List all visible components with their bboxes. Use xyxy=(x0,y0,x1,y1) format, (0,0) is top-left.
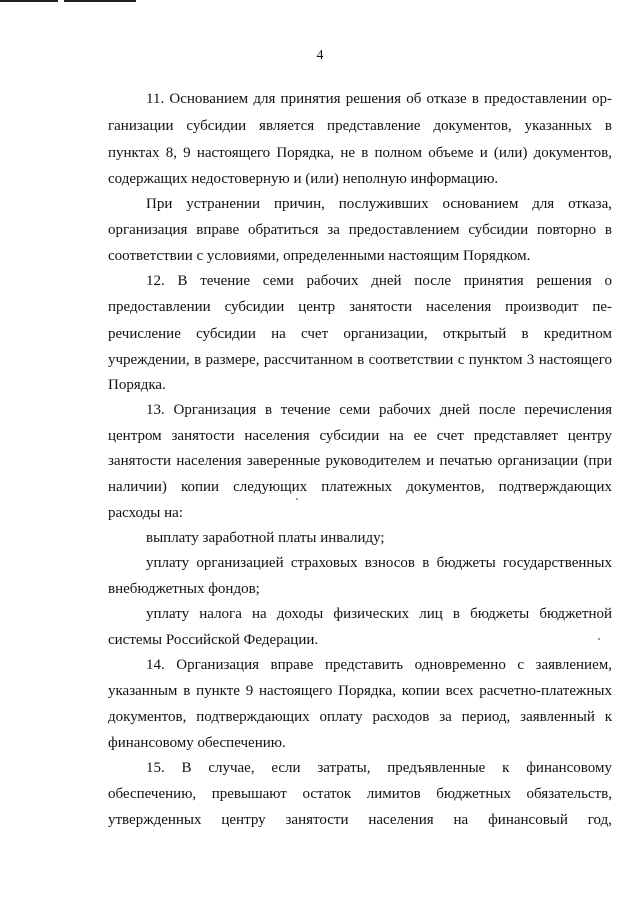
text-line: утвержденных центру занятости населения на финансовый год, xyxy=(108,812,612,828)
page-number: 4 xyxy=(316,48,324,63)
text-line: системы Российской Федерации. xyxy=(108,632,319,648)
text-line: 12. В течение семи рабочих дней после принятия решения о xyxy=(146,273,612,289)
text-line: 11. Основанием для принятия решения об отказе в предоставлении ор- xyxy=(146,91,612,107)
text-line: уплату налога на доходы физических лиц в бюджеты бюджетной xyxy=(146,606,612,622)
text-line: учреждении, в размере, рассчитанном в соответствии с пунктом 3 настоящего xyxy=(108,352,612,368)
text-line: обеспечению, превышают остаток лимитов бюджетных обязательств, xyxy=(108,786,612,802)
text-line: выплату заработной платы инвалиду; xyxy=(146,530,385,546)
text-line: При устранении причин, послуживших основанием для отказа, xyxy=(146,196,612,212)
scan-speck xyxy=(598,638,600,640)
text-line: организация вправе обратиться за предоставлением субсидии повторно в xyxy=(108,222,612,238)
text-line: соответствии с условиями, определенными настоящим Порядком. xyxy=(108,248,531,264)
text-line: уплату организацией страховых взносов в бюджеты государственных xyxy=(146,555,612,571)
text-line: указанным в пункте 9 настоящего Порядка, копии всех расчетно-платежных xyxy=(108,683,612,699)
text-line: наличии) копии следующих платежных документов, подтверждающих xyxy=(108,479,612,495)
text-line: 14. Организация вправе представить одновременно с заявлением, xyxy=(146,657,612,673)
text-line: ганизации субсидии является представление документов, указанных в xyxy=(108,118,612,134)
text-line: Порядка. xyxy=(108,377,166,393)
text-line: расходы на: xyxy=(108,505,183,521)
text-line: предоставлении субсидии центр занятости населения производит пе- xyxy=(108,299,612,315)
text-line: речисление субсидии на счет организации, открытый в кредитном xyxy=(108,326,612,342)
scan-speck xyxy=(296,498,298,500)
text-line: занятости населения заверенные руководителем и печатью организации (при xyxy=(108,453,612,469)
scan-edge-mark xyxy=(0,0,58,2)
text-line: документов, подтверждающих оплату расходов за период, заявленный к xyxy=(108,709,612,725)
text-line: пунктах 8, 9 настоящего Порядка, не в полном объеме и (или) документов, xyxy=(108,145,612,161)
text-line: содержащих недостоверную и (или) неполную информацию. xyxy=(108,171,499,187)
text-line: 13. Организация в течение семи рабочих дней после перечисления xyxy=(146,402,612,418)
text-line: центром занятости населения субсидии на ее счет представляет центру xyxy=(108,428,612,444)
text-line: внебюджетных фондов; xyxy=(108,581,260,597)
scan-edge-mark xyxy=(64,0,136,2)
text-line: финансовому обеспечению. xyxy=(108,735,286,751)
text-line: 15. В случае, если затраты, предъявленные к финансовому xyxy=(146,760,612,776)
